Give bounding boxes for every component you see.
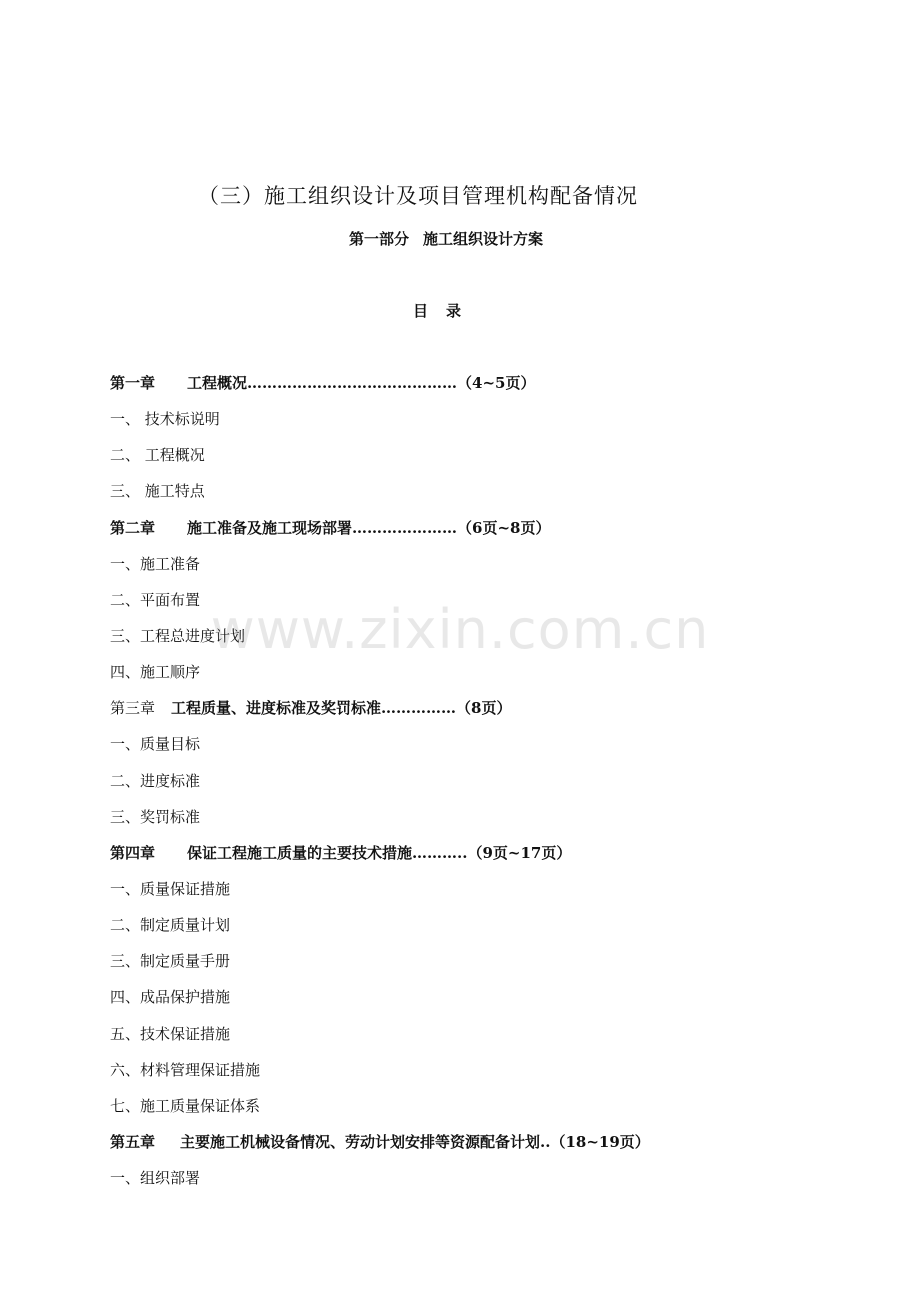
item-text: 三、奖罚标准 bbox=[110, 807, 201, 826]
chapter-title: 保证工程施工质量的主要技术措施 bbox=[187, 843, 413, 862]
chapter-dots: …………………………………… bbox=[247, 374, 458, 392]
item-text: 一、 技术标说明 bbox=[110, 410, 220, 429]
item-text: 四、施工顺序 bbox=[110, 663, 201, 682]
chapter-pages: （4~5页） bbox=[457, 374, 536, 392]
chapter-dots: ………………… bbox=[352, 518, 458, 537]
chapter-dots: .. bbox=[540, 1132, 551, 1151]
item-text: 六、材料管理保证措施 bbox=[110, 1060, 261, 1079]
watermark-text: www.zixin.com.cn bbox=[210, 598, 710, 661]
chapter-title: 主要施工机械设备情况、劳动计划安排等资源配备计划 bbox=[180, 1132, 541, 1151]
toc-item[interactable] bbox=[110, 1059, 830, 1095]
toc-item[interactable] bbox=[110, 914, 830, 950]
item-text: 一、施工准备 bbox=[110, 554, 201, 573]
item-text: 一、组织部署 bbox=[110, 1169, 201, 1188]
chapter-number: 第二章 bbox=[110, 518, 156, 537]
chapter-dots: ……….. bbox=[412, 843, 468, 862]
toc-item[interactable] bbox=[110, 444, 830, 480]
toc-chapter[interactable] bbox=[110, 517, 830, 553]
chapter-number: 第五章 bbox=[110, 1132, 156, 1151]
subtitle-name: 施工组织设计方案 bbox=[423, 230, 544, 248]
toc-item[interactable] bbox=[110, 553, 830, 589]
item-text: 二、制定质量计划 bbox=[110, 916, 231, 935]
toc-item[interactable] bbox=[110, 733, 830, 769]
toc-item[interactable] bbox=[110, 1023, 830, 1059]
toc-heading: 目录 bbox=[412, 302, 479, 320]
chapter-number: 第一章 bbox=[110, 374, 156, 392]
toc-item[interactable] bbox=[110, 625, 830, 661]
toc-item[interactable] bbox=[110, 408, 830, 444]
item-text: 二、进度标准 bbox=[110, 771, 201, 790]
chapter-number: 第四章 bbox=[110, 843, 156, 862]
section-subtitle bbox=[0, 228, 892, 249]
chapter-dots: …………… bbox=[381, 699, 457, 718]
toc-item[interactable] bbox=[110, 1095, 830, 1131]
item-text: 五、技术保证措施 bbox=[110, 1024, 231, 1043]
chapter-pages: （9页~17页） bbox=[467, 843, 572, 862]
table-of-contents bbox=[110, 372, 830, 1203]
toc-chapter[interactable] bbox=[110, 372, 830, 408]
chapter-title: 施工准备及施工现场部署 bbox=[187, 518, 353, 537]
toc-item[interactable] bbox=[110, 986, 830, 1022]
toc-item[interactable] bbox=[110, 480, 830, 516]
item-text: 三、 施工特点 bbox=[110, 482, 205, 501]
item-text: 二、平面布置 bbox=[110, 590, 201, 609]
toc-chapter[interactable] bbox=[110, 697, 830, 733]
item-text: 四、成品保护措施 bbox=[110, 988, 231, 1007]
document-title: （三）施工组织设计及项目管理机构配备情况 bbox=[198, 184, 638, 208]
toc-item[interactable] bbox=[110, 661, 830, 697]
chapter-title: 工程质量、进度标准及奖罚标准 bbox=[171, 699, 382, 718]
item-text: 三、工程总进度计划 bbox=[110, 626, 246, 645]
item-text: 七、施工质量保证体系 bbox=[110, 1096, 261, 1115]
toc-item[interactable] bbox=[110, 950, 830, 986]
item-text: 三、制定质量手册 bbox=[110, 952, 231, 971]
toc-item[interactable] bbox=[110, 589, 830, 625]
chapter-pages: （18~19页） bbox=[550, 1132, 650, 1151]
chapter-pages: （6页~8页） bbox=[457, 518, 551, 537]
toc-item[interactable] bbox=[110, 1167, 830, 1203]
toc-chapter[interactable] bbox=[110, 1131, 830, 1167]
chapter-number: 第三章 bbox=[110, 699, 156, 718]
toc-item[interactable] bbox=[110, 878, 830, 914]
item-text: 一、质量保证措施 bbox=[110, 879, 231, 898]
toc-item[interactable] bbox=[110, 806, 830, 842]
subtitle-part: 第一部分 bbox=[348, 230, 409, 248]
chapter-title: 工程概况 bbox=[187, 374, 248, 392]
item-text: 二、 工程概况 bbox=[110, 446, 205, 465]
toc-item[interactable] bbox=[110, 770, 830, 806]
item-text: 一、质量目标 bbox=[110, 735, 201, 754]
toc-chapter[interactable] bbox=[110, 842, 830, 878]
chapter-pages: （8页） bbox=[456, 699, 512, 718]
